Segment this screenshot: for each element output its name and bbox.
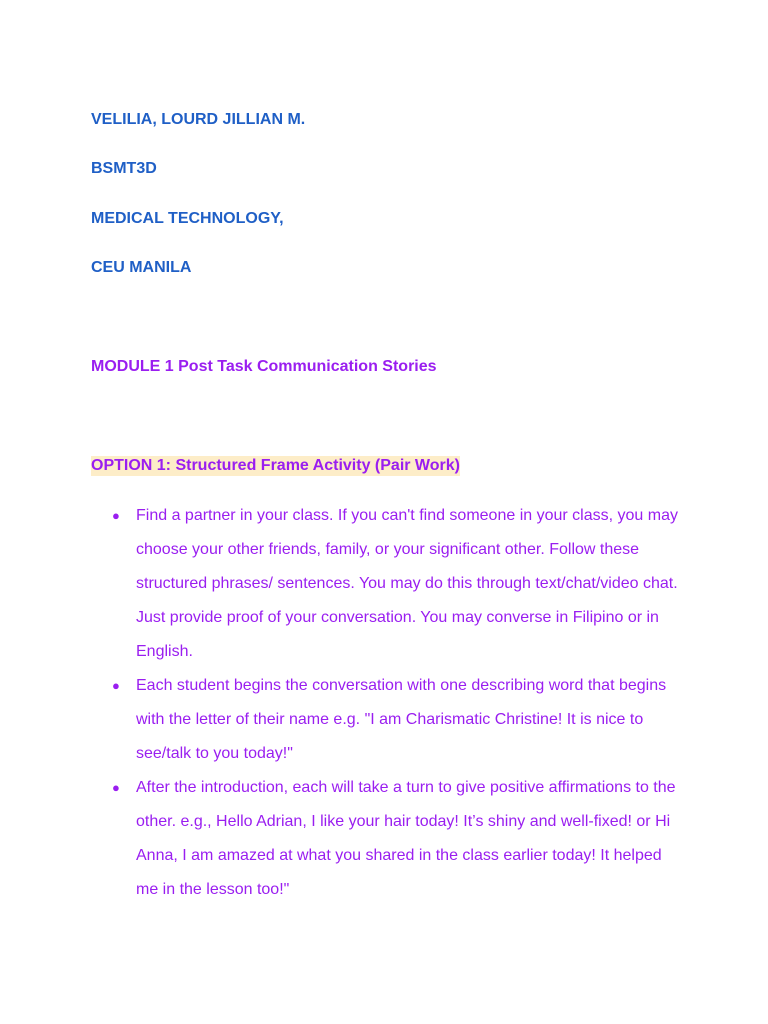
module-title: MODULE 1 Post Task Communication Stories xyxy=(91,358,437,375)
student-section: BSMT3D xyxy=(91,160,157,177)
list-item-text: After the introduction, each will take a turn to give positive affirmations to the other. e.g., Hello Adrian, I like your hair today! It’s shiny and well-fixed! or Hi Anna, I am amazed at what you shared in the class earlier today! It helped me in the lesson too!" xyxy=(136,779,676,898)
option-title xyxy=(91,455,460,477)
student-school: CEU MANILA xyxy=(91,259,192,276)
list-item-text: Find a partner in your class. If you can't find someone in your class, you may choose your other friends, family, or your significant other. Follow these structured phrases/ sentences. You may do this through text/chat/video chat. Just provide proof of your conversation. You may converse in Filipino or in English. xyxy=(136,507,678,660)
bullet-icon: ● xyxy=(112,780,120,795)
option-title-highlight: OPTION 1: Structured Frame Activity (Pair Work) xyxy=(91,457,460,474)
bullet-icon: ● xyxy=(112,678,120,693)
list-item xyxy=(0,771,768,907)
list-item-text: Each student begins the conversation with one describing word that begins with the letter of their name e.g. "I am Charismatic Christine! It is nice to see/talk to you today!" xyxy=(136,677,667,762)
list-item xyxy=(0,669,768,771)
bullet-icon: ● xyxy=(112,508,120,523)
student-name: VELILIA, LOURD JILLIAN M. xyxy=(91,111,306,128)
list-item xyxy=(0,499,768,669)
instruction-list xyxy=(0,499,768,907)
student-program: MEDICAL TECHNOLOGY, xyxy=(91,210,284,227)
